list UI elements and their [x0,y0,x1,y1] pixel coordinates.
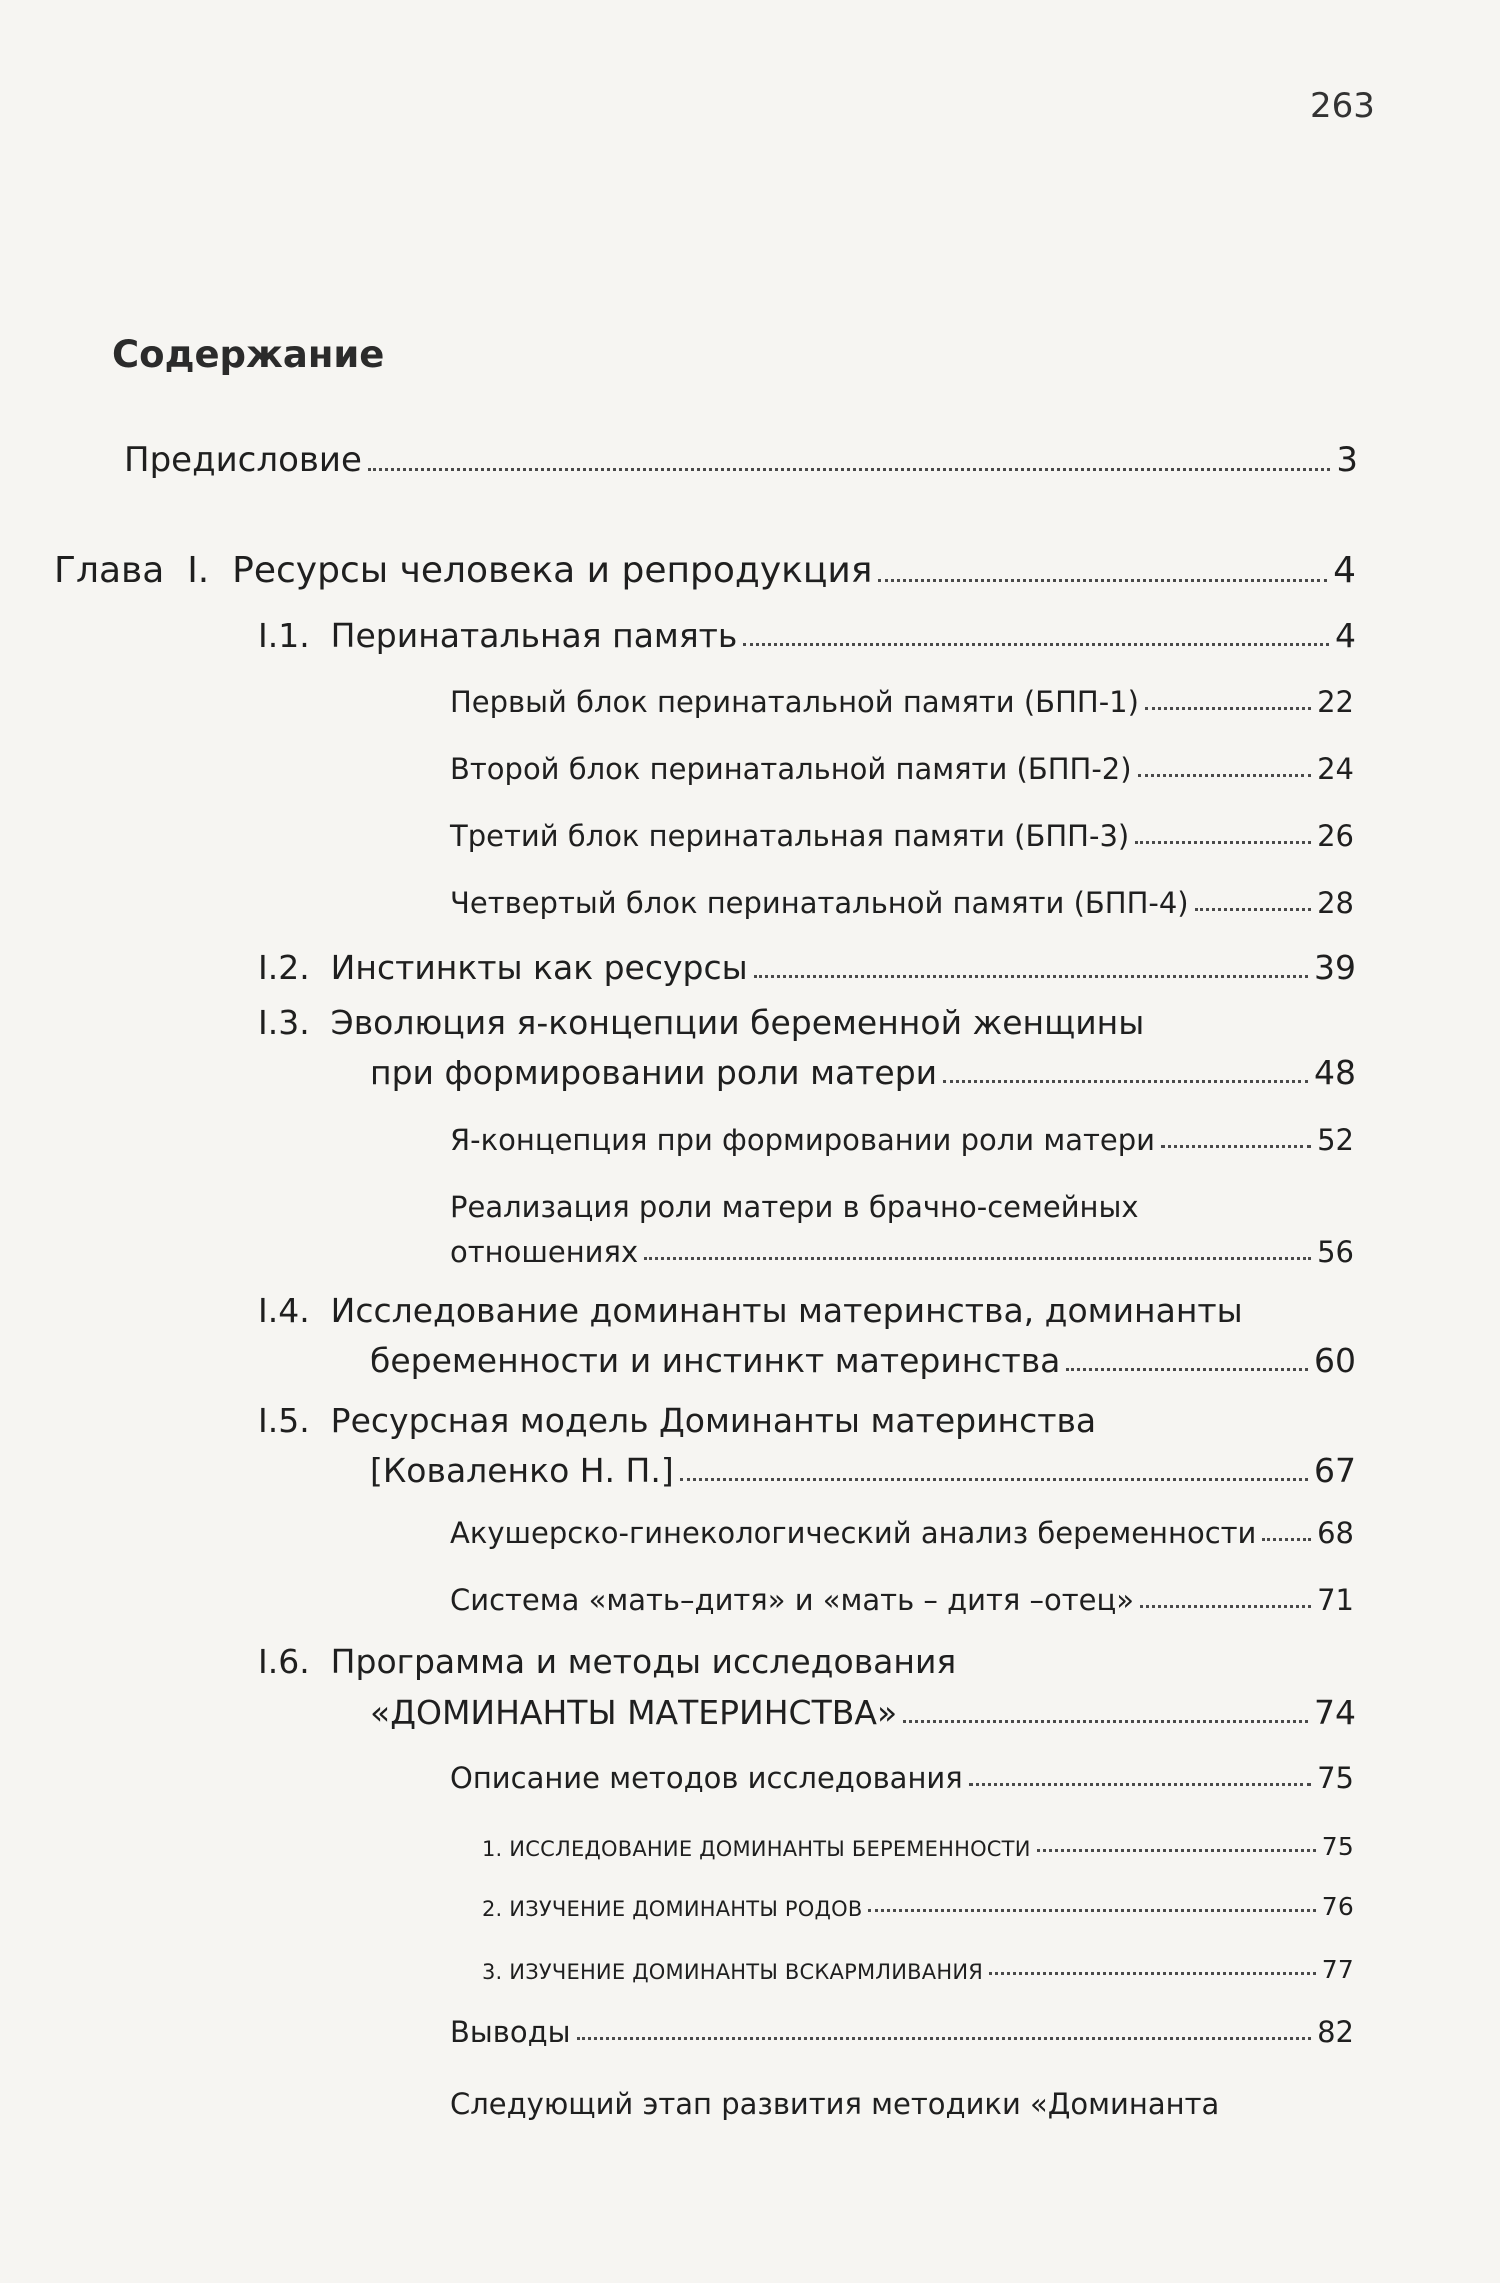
toc-entry-page: 39 [1314,948,1356,987]
toc-entry-page: 75 [1317,1761,1354,1795]
toc-entry-text: Описание методов исследования [450,1761,963,1795]
dot-leader [878,579,1327,582]
toc-entry-mother-child-system[interactable] [450,1583,1354,1617]
dot-leader [644,1257,1311,1260]
toc-entry-page: 26 [1317,819,1354,853]
toc-entry-section-1-5[interactable] [370,1451,1356,1490]
page-number: 263 [1310,86,1375,126]
dot-leader [989,1972,1316,1975]
toc-entry-text: Четвертый блок перинатальной памяти (БПП-4) [450,886,1189,920]
toc-entry-page: 3 [1336,440,1358,480]
dot-leader [1138,774,1312,777]
toc-title: Содержание [112,333,385,376]
dot-leader [1135,841,1311,844]
toc-entry-text: при формировании роли матери [370,1053,938,1092]
toc-entry-text: Третий блок перинатальная памяти (БПП-3) [450,819,1130,853]
toc-entry-section-1-5-line1[interactable]: I.5. Ресурсная модель Доминанты материнства [258,1401,1097,1440]
dot-leader [680,1478,1308,1481]
toc-entry-text: 3. ИЗУЧЕНИЕ ДОМИНАНТЫ ВСКАРМЛИВАНИЯ [482,1960,984,1984]
dot-leader [1161,1145,1311,1148]
toc-entry-text: «ДОМИНАНТЫ МАТЕРИНСТВА» [370,1693,898,1732]
dot-leader [1145,707,1311,710]
toc-entry-text: Глава I. Ресурсы человека и репродукция [54,550,873,591]
toc-entry-section-1-4[interactable] [370,1341,1356,1380]
toc-entry-preface[interactable] [124,440,1358,480]
toc-entry-text: Второй блок перинатальной памяти (БПП-2) [450,752,1132,786]
toc-entry-page: 75 [1321,1832,1354,1861]
toc-entry-bpp-2[interactable] [450,752,1354,786]
toc-entry-bpp-1[interactable] [450,685,1354,719]
toc-entry-bpp-3[interactable] [450,819,1354,853]
toc-entry-section-1-1[interactable] [258,616,1356,655]
toc-entry-page: 60 [1314,1341,1356,1380]
toc-entry-method-3[interactable] [482,1955,1354,1984]
toc-entry-section-1-3-line1[interactable]: I.3. Эволюция я-концепции беременной женщины [258,1003,1145,1042]
toc-entry-text: I.2. Инстинкты как ресурсы [258,948,748,987]
toc-entry-text: [Коваленко Н. П.] [370,1451,674,1490]
toc-entry-role-realization-line1[interactable]: Реализация роли матери в брачно-семейных [450,1190,1139,1224]
toc-entry-text: Предисловие [124,440,362,480]
toc-entry-page: 52 [1317,1123,1354,1157]
toc-entry-text: отношениях [450,1235,639,1269]
dot-leader [1037,1849,1316,1852]
toc-entry-text: I.1. Перинатальная память [258,616,738,655]
dot-leader [577,2037,1312,2040]
toc-entry-obstetric-analysis[interactable] [450,1516,1354,1550]
toc-entry-bpp-4[interactable] [450,886,1354,920]
toc-entry-methods-description[interactable] [450,1761,1354,1795]
toc-entry-page: 74 [1314,1693,1356,1732]
toc-entry-page: 24 [1317,752,1354,786]
toc-entry-page: 82 [1317,2015,1354,2049]
toc-entry-text: Выводы [450,2015,571,2049]
toc-entry-page: 71 [1317,1583,1354,1617]
toc-entry-page: 68 [1317,1516,1354,1550]
dot-leader [943,1080,1308,1083]
toc-entry-role-realization[interactable] [450,1235,1354,1269]
toc-entry-text: Акушерско-гинекологический анализ беременности [450,1516,1257,1550]
toc-entry-section-1-6[interactable] [370,1693,1356,1732]
toc-entry-text: Первый блок перинатальной памяти (БПП-1) [450,685,1139,719]
toc-entry-self-concept[interactable] [450,1123,1354,1157]
toc-entry-page: 22 [1317,685,1354,719]
dot-leader [368,468,1330,471]
toc-entry-page: 48 [1314,1053,1356,1092]
toc-entry-text: Система «мать–дитя» и «мать – дитя –отец» [450,1583,1135,1617]
toc-entry-section-1-3[interactable] [370,1053,1356,1092]
toc-entry-section-1-2[interactable] [258,948,1356,987]
dot-leader [754,975,1308,978]
dot-leader [1066,1368,1308,1371]
toc-entry-page: 67 [1314,1451,1356,1490]
dot-leader [1262,1538,1311,1541]
toc-entry-text: 2. ИЗУЧЕНИЕ ДОМИНАНТЫ РОДОВ [482,1897,863,1921]
dot-leader [1195,908,1311,911]
toc-entry-section-1-6-line1[interactable]: I.6. Программа и методы исследования [258,1642,957,1681]
dot-leader [903,1720,1308,1723]
toc-entry-text: 1. ИССЛЕДОВАНИЕ ДОМИНАНТЫ БЕРЕМЕННОСТИ [482,1837,1031,1861]
toc-entry-conclusions[interactable] [450,2015,1354,2049]
dot-leader [1140,1605,1311,1608]
toc-entry-page: 76 [1321,1892,1354,1921]
dot-leader [969,1783,1311,1786]
toc-entry-text: беременности и инстинкт материнства [370,1341,1061,1380]
toc-entry-page: 77 [1321,1955,1354,1984]
toc-entry-page: 56 [1317,1235,1354,1269]
toc-entry-page: 4 [1333,550,1356,591]
toc-entry-page: 28 [1317,886,1354,920]
toc-entry-method-1[interactable] [482,1832,1354,1861]
toc-entry-chapter-1[interactable] [54,550,1356,591]
toc-entry-page: 4 [1335,616,1356,655]
toc-entry-method-2[interactable] [482,1892,1354,1921]
toc-entry-next-stage-line1[interactable]: Следующий этап развития методики «Доминанта [450,2087,1220,2121]
toc-entry-text: Я-концепция при формировании роли матери [450,1123,1156,1157]
toc-entry-section-1-4-line1[interactable]: I.4. Исследование доминанты материнства, доминанты [258,1291,1243,1330]
dot-leader [868,1909,1315,1912]
dot-leader [743,643,1329,646]
